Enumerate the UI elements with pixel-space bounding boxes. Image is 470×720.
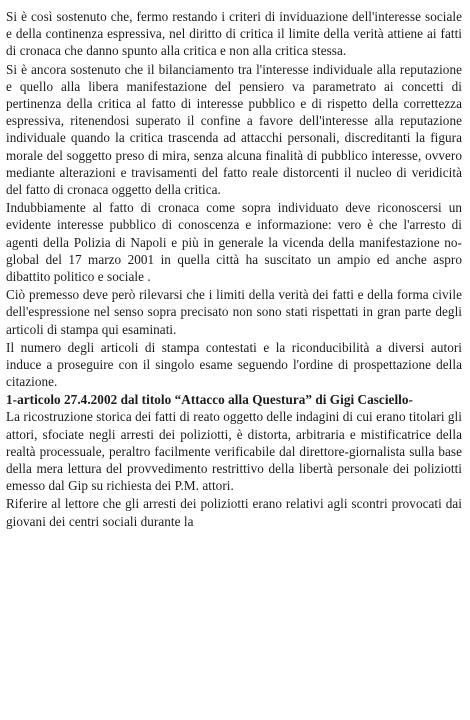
paragraph-limiti-verita: Ciò premesso deve però rilevarsi che i limiti della verità dei fatti e della forma civile dell'espressione nel senso sopra precisato non sono stati rispettati in gran parte degli articoli di stampa qui esaminati. <box>6 287 462 337</box>
paragraph-riferire-lettore: Riferire al lettore che gli arresti dei poliziotti erano relativi agli scontri provocati dai giovani dei centri sociali durante la <box>6 496 462 529</box>
paragraph-bilanciamento: Si è ancora sostenuto che il bilanciamento tra l'interesse individuale alla reputazione e quello alla libera manifestazione del pensiero va parametrato ai concetti di pertinenza della critica al fatto di interesse pubblico e di rispetto della correttezza espressiva, ritenendosi superato il confine a favore dell'interesse alla reputazione individuale quando la critica trascenda ad attacchi personali, discreditanti la figura morale del soggetto preso di mira, senza alcuna finalità di pubblico interesse, ovvero mediante alterazioni e travisamenti del fatto reale distorcenti il nucleo di veridicità del fatto di cronaca oggetto della critica. <box>6 61 462 198</box>
paragraph-numero-articoli: Il numero degli articoli di stampa contestati e la riconducibilità a diversi autori induce a proseguire con il singolo esame seguendo l'ordine di prospettazione della citazione. <box>6 339 462 390</box>
paragraph-ricostruzione-storica: La ricostruzione storica dei fatti di reato oggetto delle indagini di cui erano titolari gli attori, sfociate negli arresti dei poliziotti, è distorta, arbitraria e mistificatrice della realtà processuale, peraltro facilmente verificabile dal direttore-giornalista sulla base della mera lettura del provvedimento restrittivo della libertà personale dei poliziotti emesso dal Gip su richiesta dei P.M. attori. <box>6 409 462 494</box>
paragraph-critica-limite: Si è così sostenuto che, fermo restando i criteri di inviduazione dell'interesse sociale e della continenza espressiva, nel diritto di critica il limite della verità attiene ai fatti di cronaca che danno spunto alla critica e non alla critica stessa. <box>6 9 462 59</box>
document-page <box>6 8 462 714</box>
section-heading-articolo-1: 1-articolo 27.4.2002 dal titolo “Attacco alla Questura” di Gigi Casciello- <box>6 392 413 408</box>
paragraph-interesse-pubblico: Indubbiamente al fatto di cronaca come sopra individuato deve riconoscersi un evidente interesse pubblico di conoscenza e informazione: vero è che l'arresto di agenti della Polizia di Napoli e più in generale la vicenda della manifestazione no-global del 17 marzo 2001 in quella città ha suscitato un ampio ed anche aspro dibattito politico e sociale . <box>6 200 462 285</box>
